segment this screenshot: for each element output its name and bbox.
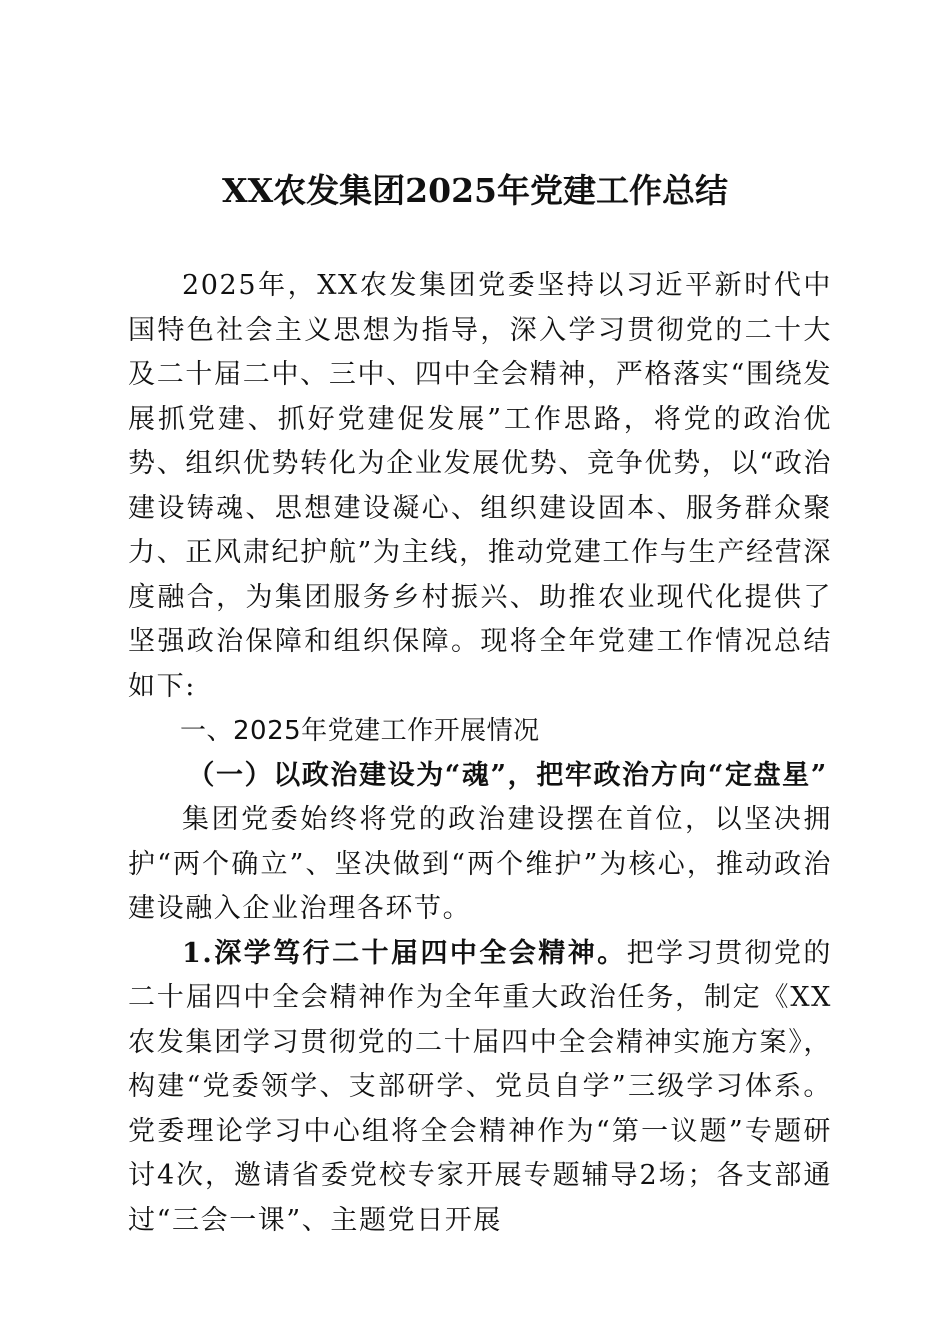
document-title: XX农发集团2025年党建工作总结 [221,171,729,210]
item-paragraph [128,932,832,1244]
subsection-paragraph: 集团党委始终将党的政治建设摆在首位，以坚决拥护“两个确立”、坚决做到“两个维护”为核心，推动政治建设融入企业治理各环节。 [128,804,832,924]
item-lead: 1.深学笃行二十届四中全会精神。 [182,937,627,969]
item-text: 把学习贯彻党的二十届四中全会精神作为全年重大政治任务，制定《XX农发集团学习贯彻党的二十届四中全会精神实施方案》，构建“党委领学、支部研学、党员自学”三级学习体系。党委理论学习中心组将全会精神作为“第一议题”专题研讨4次，邀请省委党校专家开展专题辅导2场；各支部通过“三会一课”、主题党日开展 [128,937,832,1236]
intro-paragraph: 2025年，XX农发集团党委坚持以习近平新时代中国特色社会主义思想为指导，深入学习贯彻党的二十大及二十届二中、三中、四中全会精神，严格落实“围绕发展抓党建、抓好党建促发展”工作思路，将党的政治优势、组织优势转化为企业发展优势、竞争优势，以“政治建设铸魂、思想建设凝心、组织建设固本、服务群众聚力、正风肃纪护航”为主线，推动党建工作与生产经营深度融合，为集团服务乡村振兴、助推农业现代化提供了坚强政治保障和组织保障。现将全年党建工作情况总结如下: [128,270,832,702]
subsection-heading: （一）以政治建设为“魂”，把牢政治方向“定盘星” [187,759,828,791]
document-body [128,264,832,1243]
section-heading: 一、2025年党建工作开展情况 [180,716,540,746]
